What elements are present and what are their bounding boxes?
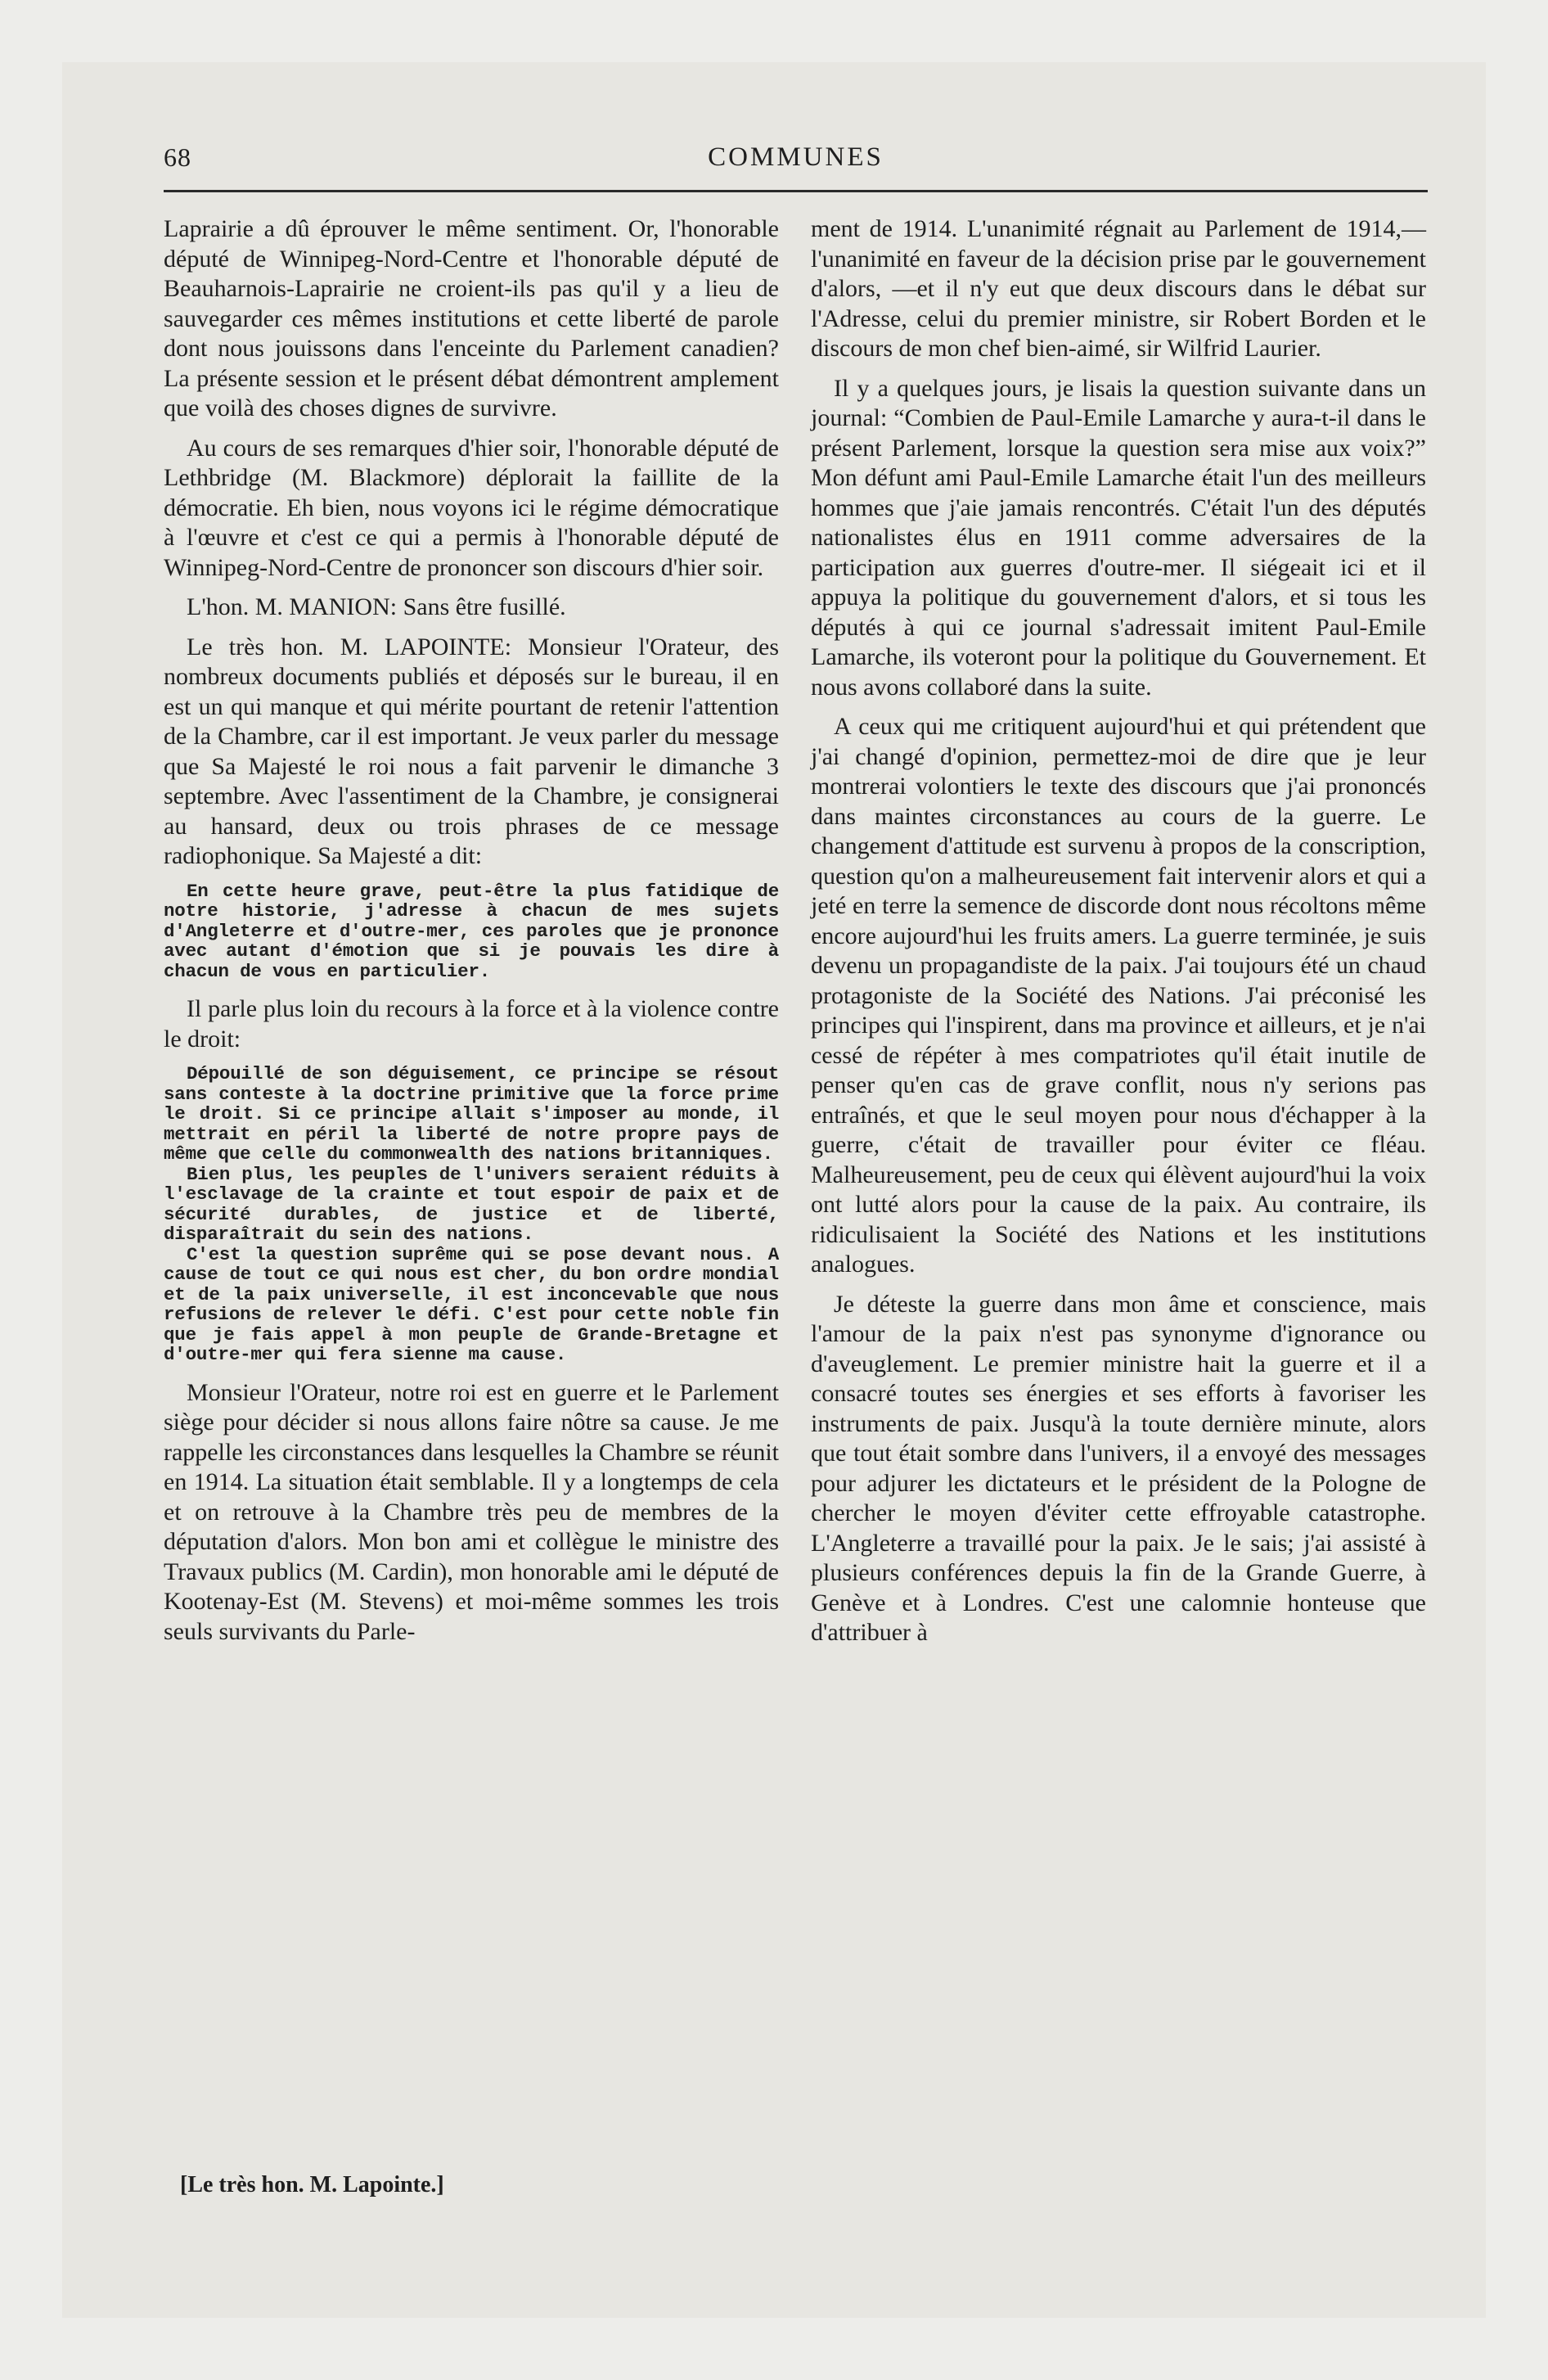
right-column — [811, 214, 1426, 1658]
quoted-passage: En cette heure grave, peut-être la plus fatidique de notre historie, j'adresse à chacun de mes sujets d'Angleterre et d'outre-mer, ces paroles que je prononce avec autant d'émotion que si je pouvais les dire à chacun de vous en particulier. — [164, 880, 779, 982]
paragraph: Laprairie a dû éprouver le même sentiment. Or, l'honorable député de Winnipeg-Nord-Centre et l'honorable député de Beauharnois-Laprairie ne croient-ils pas qu'il y a lieu de sauvegarder ces mêmes institutions et cette liberté de parole dont nous jouissons dans l'enceinte du Parlement canadien? La présente session et le présent débat démontrent amplement que voilà des choses dignes de survivre. — [164, 215, 779, 421]
paragraph: Le très hon. M. LAPOINTE: Monsieur l'Orateur, des nombreux documents publiés et déposés sur le bureau, il en est un qui manque et qui mérite pourtant de retenir l'attention de la Chambre, car il est important. Je veux parler du message que Sa Majesté le roi nous a fait parvenir le dimanche 3 septembre. Avec l'assentiment de la Chambre, je consignerai au hansard, deux ou trois phrases de ce message radiophonique. Sa Majesté a dit: — [164, 633, 779, 869]
speaker-footer: [Le très hon. M. Lapointe.] — [180, 2172, 444, 2197]
paragraph: Au cours de ses remarques d'hier soir, l'honorable député de Lethbridge (M. Blackmore) déplorait la faillite de la démocratie. Eh bien, nous voyons ici le régime démocratique à l'œuvre et c'est ce qui a permis à l'honorable député de Winnipeg-Nord-Centre de prononcer son discours d'hier soir. — [164, 434, 779, 581]
paragraph: A ceux qui me critiquent aujourd'hui et qui prétendent que j'ai changé d'opinion, permettez-moi de dire que je leur montrerai volontiers le texte des discours que j'ai prononcés dans maintes circonstances au cours de la guerre. Le changement d'attitude est survenu à propos de la conscription, question qu'on a malheureusement fait intervenir alors et qui a jeté en terre la semence de discorde dont nous récoltons même encore aujourd'hui les fruits amers. La guerre terminée, je suis devenu un propagandiste de la paix. J'ai toujours été un chaud protagoniste de la Société des Nations. J'ai préconisé les principes qui l'inspirent, dans ma province et ailleurs, et je n'ai cessé de répéter à mes compatriotes qu'il était inutile de penser qu'en cas de grave conflit, nous n'y serions pas entraînés, et que le seul moyen pour nous d'échapper à la guerre, c'était de travailler pour éviter ce fléau. Malheureusement, peu de ceux qui élèvent aujourd'hui la voix ont lutté alors pour la cause de la paix. Au contraire, ils ridiculisaient la Société des Nations et les institutions analogues. — [811, 713, 1426, 1278]
running-title: COMMUNES — [708, 142, 884, 172]
header-rule — [164, 190, 1428, 192]
page-number: 68 — [164, 142, 191, 172]
paragraph: Je déteste la guerre dans mon âme et conscience, mais l'amour de la paix n'est pas synonyme d'ignorance ou d'aveuglement. Le premier ministre hait la guerre et il a consacré toutes ses énergies et ses efforts à favoriser les instruments de paix. Jusqu'à la toute dernière minute, alors que tout était sombre dans l'univers, il a envoyé des messages pour adjurer les dictateurs et le président de la Pologne de chercher le moyen d'éviter cette effroyable catastrophe. L'Angleterre a travaillé pour la paix. Je le sais; j'ai assisté à plusieurs conférences depuis la fin de la Grande Guerre, à Genève et à Londres. C'est une calomnie honteuse que d'attribuer à — [811, 1290, 1426, 1646]
paragraph: Il y a quelques jours, je lisais la question suivante dans un journal: “Combien de Paul-Emile Lamarche y aura-t-il dans le présent Parlement, lorsque la question sera mise aux voix?” Mon défunt ami Paul-Emile Lamarche était l'un des meilleurs hommes que j'aie jamais rencontrés. C'était l'un des députés nationalistes élus en 1911 comme adversaires de la participation aux guerres d'outre-mer. Il siégeait ici et il appuya la politique du gouvernement d'alors, et si tous les députés à qui ce journal s'adressait imitent Paul-Emile Lamarche, ils voteront pour la politique du Gouvernement. Et nous avons collaboré dans la suite. — [811, 374, 1426, 701]
left-column — [164, 214, 779, 1657]
paragraph: ment de 1914. L'unanimité régnait au Parlement de 1914,—l'unanimité en faveur de la décision prise par le gouvernement d'alors, —et il n'y eut que deux discours dans le débat sur l'Adresse, celui du premier ministre, sir Robert Borden et le discours de mon chef bien-aimé, sir Wilfrid Laurier. — [811, 215, 1426, 362]
quoted-passage: C'est la question suprême qui se pose devant nous. A cause de tout ce qui nous est cher, du bon ordre mondial et de la paix universelle, il est inconcevable que nous refusions de relever le défi. C'est pour cette noble fin que je fais appel à mon peuple de Grande-Bretagne et d'outre-mer qui fera sienne ma cause. — [164, 1243, 779, 1365]
paragraph: L'hon. M. MANION: Sans être fusillé. — [187, 593, 566, 620]
paragraph: Monsieur l'Orateur, notre roi est en guerre et le Parlement siège pour décider si nous allons faire nôtre sa cause. Je me rappelle les circonstances dans lesquelles la Chambre se réunit en 1914. La situation était semblable. Il y a longtemps de cela et on retrouve à la Chambre très peu de membres de la députation d'alors. Mon bon ami et collègue le ministre des Travaux publics (M. Cardin), mon honorable ami le député de Kootenay-Est (M. Stevens) et moi-même sommes les trois seuls survivants du Parle- — [164, 1378, 779, 1645]
page-header — [164, 142, 1428, 178]
quoted-passage: Dépouillé de son déguisement, ce principe se résout sans conteste à la doctrine primitive que la force prime le droit. Si ce principe allait s'imposer au monde, il mettrait en péril la liberté de notre propre pays de même que celle du commonwealth des nations britanniques. — [164, 1063, 779, 1165]
paragraph: Il parle plus loin du recours à la force et à la violence contre le droit: — [164, 995, 779, 1053]
quoted-passage: Bien plus, les peuples de l'univers seraient réduits à l'esclavage de la crainte et tout espoir de paix et de sécurité durables, de justice et de liberté, disparaîtrait du sein des nations. — [164, 1163, 779, 1245]
